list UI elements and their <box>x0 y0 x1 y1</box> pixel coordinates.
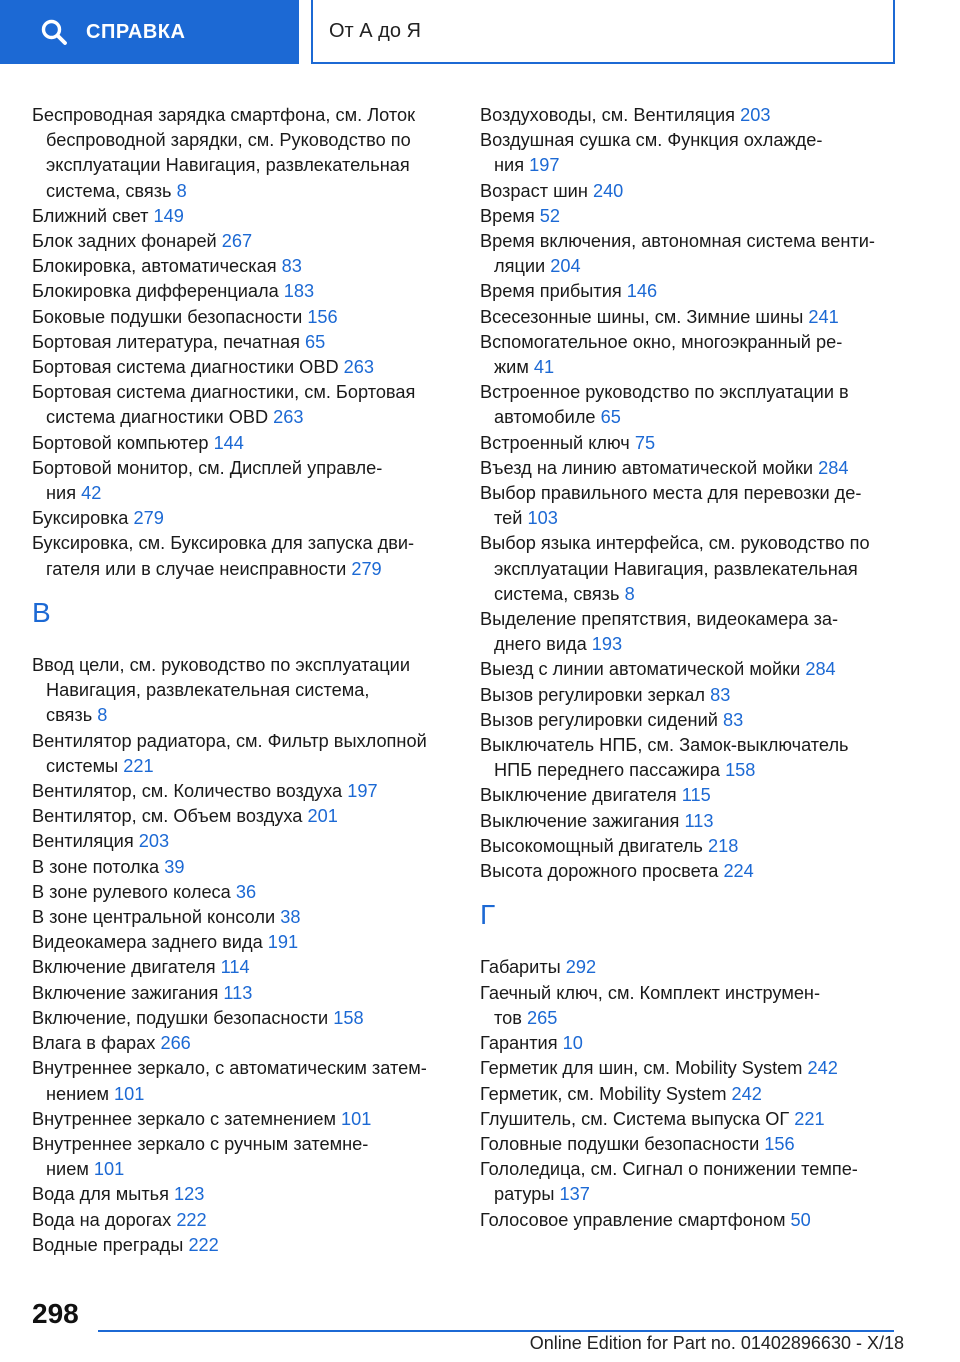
index-entry-text: Беспроводная зарядка смартфона, см. Лоток <box>32 105 416 125</box>
index-entry <box>32 1132 452 1182</box>
page-link[interactable]: 197 <box>529 155 560 176</box>
index-entry <box>480 809 910 834</box>
index-entry-text: Вода для мытья <box>32 1184 169 1205</box>
page-link[interactable]: 158 <box>333 1007 364 1028</box>
page-link[interactable]: 203 <box>740 105 771 125</box>
index-entry-text: Высокомощный двигатель <box>480 835 703 856</box>
index-entry <box>32 829 452 854</box>
index-entry-text: днего вида <box>494 634 587 655</box>
index-entry <box>32 254 452 279</box>
index-entry <box>32 380 452 430</box>
index-entry <box>32 1233 452 1258</box>
page-link[interactable]: 284 <box>818 457 849 478</box>
index-entry <box>480 481 910 531</box>
page-link[interactable]: 149 <box>153 205 184 226</box>
index-entry-text: Вода на дорогах <box>32 1209 172 1230</box>
search-icon <box>40 18 68 46</box>
index-entry <box>480 783 910 808</box>
index-entry-text: Время включения, автономная система венти- <box>480 231 875 252</box>
page-link[interactable]: 240 <box>592 180 624 201</box>
page-link[interactable]: 123 <box>174 1184 205 1205</box>
page-link[interactable]: 83 <box>722 709 744 730</box>
index-entry-text: Высота дорожного просвета <box>480 861 719 882</box>
index-entry <box>32 355 452 380</box>
index-entry <box>32 905 452 930</box>
page-link[interactable]: 38 <box>280 907 301 928</box>
page-link[interactable]: 241 <box>808 306 839 327</box>
index-entry-text: В зоне потолка <box>32 856 160 877</box>
index-entry <box>480 708 910 733</box>
index-entry <box>480 683 910 708</box>
index-entry-text: Вызов регулировки сидений <box>480 709 718 730</box>
index-column-left <box>32 103 452 1258</box>
page-link[interactable]: 156 <box>307 306 338 327</box>
index-entry <box>32 431 452 456</box>
index-entry-text: Возраст шин <box>480 180 588 201</box>
page-link[interactable]: 36 <box>235 881 257 902</box>
page-link[interactable]: 101 <box>93 1159 125 1180</box>
index-entry-text: Всесезонные шины, см. Зимние шины <box>480 306 804 327</box>
page-link[interactable]: 115 <box>681 785 711 806</box>
index-entry-text: эксплуатации Навигация, развлекательная <box>46 155 410 176</box>
page-link[interactable]: 279 <box>351 558 382 579</box>
index-entry <box>480 380 910 430</box>
index-entry-text: Габариты <box>480 957 561 978</box>
index-entry-text: тей <box>494 508 523 529</box>
index-entry <box>32 729 452 779</box>
index-entry <box>480 456 910 481</box>
index-entry <box>480 103 910 128</box>
index-entry-text: Глушитель, см. Система выпуска ОГ <box>480 1108 790 1129</box>
section-letter: В <box>32 596 51 628</box>
page-link[interactable]: 65 <box>305 331 326 352</box>
page-link[interactable]: 203 <box>138 831 170 852</box>
index-entry-text: Видеокамера заднего вида <box>32 932 263 953</box>
index-entry-text: Воздуховоды, см. Вентиляция <box>480 105 736 125</box>
page-link[interactable]: 101 <box>114 1083 145 1104</box>
index-entry-text: Вентиляция <box>32 831 134 852</box>
index-entry-text: В зоне рулевого колеса <box>32 881 231 902</box>
index-entry-text: Въезд на линию автоматической мойки <box>480 457 814 478</box>
index-entry <box>480 229 910 279</box>
index-entry-text: Буксировка, см. Буксировка для запуска дви- <box>32 533 415 554</box>
page-link[interactable]: 263 <box>273 407 304 428</box>
index-entry-text: Включение зажигания <box>32 982 219 1003</box>
index-entry <box>480 1157 910 1207</box>
index-entry-text: Вентилятор радиатора, см. Фильтр выхлопной <box>32 730 427 751</box>
index-entry-text: Выключение зажигания <box>480 810 680 831</box>
page-link[interactable]: 113 <box>223 982 253 1003</box>
page-link[interactable]: 8 <box>176 180 187 201</box>
page-link[interactable]: 221 <box>794 1108 825 1129</box>
page-link[interactable]: 204 <box>550 256 581 277</box>
index-entry-text: Выключение двигателя <box>480 785 677 806</box>
index-entry-text: Герметик для шин, см. Mobility System <box>480 1058 803 1079</box>
index-entry-text: Бортовой компьютер <box>32 432 209 453</box>
index-entry <box>32 1182 452 1207</box>
page-link[interactable]: 113 <box>684 810 714 831</box>
index-entry-text: Бортовая литература, печатная <box>32 331 300 352</box>
index-entry <box>480 305 910 330</box>
index-entry-text: Вызов регулировки зеркал <box>480 684 706 705</box>
page-link[interactable]: 242 <box>731 1083 762 1104</box>
index-entry <box>32 305 452 330</box>
index-entry-text: Выезд с линии автоматической мойки <box>480 659 801 680</box>
index-entry-text: ния <box>46 483 77 504</box>
index-entry <box>480 179 910 204</box>
index-entry-text: Время прибытия <box>480 281 622 302</box>
page-link[interactable]: 8 <box>97 705 108 726</box>
page-link[interactable]: 201 <box>307 806 338 827</box>
index-entry <box>480 657 910 682</box>
index-entry-text: Включение двигателя <box>32 957 216 978</box>
page-link[interactable]: 42 <box>81 483 102 504</box>
index-entry-text: гателя или в случае неисправности <box>46 558 347 579</box>
index-entry-text: тов <box>494 1007 522 1028</box>
page-link[interactable]: 279 <box>133 508 164 529</box>
index-entry-text: Встроенное руководство по эксплуатации в <box>480 382 849 403</box>
index-entry <box>480 955 910 980</box>
index-entry <box>32 880 452 905</box>
search-tab[interactable] <box>0 0 299 64</box>
page-link[interactable]: 146 <box>626 281 658 302</box>
index-entry <box>480 1132 910 1157</box>
index-entry-text: Влага в фарах <box>32 1033 156 1054</box>
index-entry-text: система диагностики OBD <box>46 407 269 428</box>
index-entry <box>480 981 910 1031</box>
index-entry <box>480 1208 910 1233</box>
index-entry <box>480 531 910 607</box>
index-entry <box>32 653 452 729</box>
index-entry <box>32 1006 452 1031</box>
index-entry <box>32 531 452 581</box>
index-entry-text: Выбор правильного места для перевозки де- <box>480 483 862 504</box>
index-entry-text: связь <box>46 705 93 726</box>
index-entry-text: ния <box>494 155 525 176</box>
page-title <box>311 0 895 64</box>
page-link[interactable]: 224 <box>723 861 754 882</box>
index-entry-text: Внутреннее зеркало с затемнением <box>32 1108 336 1129</box>
index-column-right <box>480 103 910 1233</box>
page-link[interactable]: 158 <box>725 760 756 781</box>
index-entry <box>32 804 452 829</box>
page-link[interactable]: 65 <box>600 407 621 428</box>
page-link[interactable]: 144 <box>213 432 244 453</box>
page-link[interactable]: 265 <box>526 1007 558 1028</box>
index-entry-text: Боковые подушки безопасности <box>32 306 303 327</box>
index-entry-text: Внутреннее зеркало, с автоматическим затем- <box>32 1058 427 1079</box>
index-entry <box>480 204 910 229</box>
page-link[interactable]: 193 <box>591 634 623 655</box>
index-entry <box>480 1082 910 1107</box>
index-entry-text: жим <box>494 357 529 378</box>
page-link[interactable]: 218 <box>707 835 739 856</box>
page-link[interactable]: 191 <box>267 932 299 953</box>
index-entry-text: Бортовая система диагностики, см. Бортовая <box>32 382 416 403</box>
page-link[interactable]: 39 <box>164 856 185 877</box>
index-entry <box>32 779 452 804</box>
index-entry <box>32 1208 452 1233</box>
index-entry-text: Внутреннее зеркало с ручным затемне- <box>32 1133 369 1154</box>
index-entry-text: Гаечный ключ, см. Комплект инструмен- <box>480 982 821 1003</box>
index-entry <box>480 1056 910 1081</box>
page-link[interactable]: 284 <box>805 659 836 680</box>
index-entry-text: Водные преграды <box>32 1234 184 1255</box>
page-link[interactable]: 266 <box>160 1033 191 1054</box>
page-link[interactable]: 137 <box>559 1184 590 1205</box>
page-link[interactable]: 83 <box>710 684 731 705</box>
index-entry <box>480 279 910 304</box>
index-entry-text: автомобиле <box>494 407 596 428</box>
index-entry-text: Вентилятор, см. Объем воздуха <box>32 806 303 827</box>
index-entry-text: Гарантия <box>480 1033 558 1054</box>
index-entry <box>480 1107 910 1132</box>
index-entry <box>480 330 910 380</box>
index-entry-text: ляции <box>494 256 546 277</box>
index-entry-text: Ввод цели, см. руководство по эксплуатации <box>32 655 410 676</box>
edition-footer: Online Edition for Part no. 01402896630 - X/18 <box>529 1333 904 1353</box>
index-entry-text: Голосовое управление смартфоном <box>480 1209 786 1230</box>
page-link[interactable]: 267 <box>221 231 253 252</box>
index-entry-text: Бортовой монитор, см. Дисплей управле- <box>32 457 383 478</box>
page-link[interactable]: 41 <box>533 357 555 378</box>
index-entry <box>32 1031 452 1056</box>
index-entry-text: системы <box>46 755 119 776</box>
index-entry <box>480 1031 910 1056</box>
index-entry-text: система, связь <box>494 583 620 604</box>
page-link[interactable]: 221 <box>123 755 154 776</box>
index-entry <box>32 1056 452 1106</box>
page-link[interactable]: 222 <box>188 1234 219 1255</box>
index-entry-text: Вентилятор, см. Количество воздуха <box>32 781 343 802</box>
search-label: СПРАВКА <box>86 20 186 43</box>
index-entry <box>32 1107 452 1132</box>
page-link[interactable]: 156 <box>764 1133 795 1154</box>
index-entry <box>480 128 910 178</box>
index-entry <box>480 834 910 859</box>
index-entry <box>32 855 452 880</box>
index-entry-text: Вспомогательное окно, многоэкранный ре- <box>480 331 843 352</box>
index-entry <box>480 431 910 456</box>
index-entry <box>32 204 452 229</box>
index-entry <box>32 103 452 204</box>
index-entry <box>480 859 910 884</box>
page-link[interactable]: 101 <box>341 1108 372 1129</box>
index-entry-text: Буксировка <box>32 508 129 529</box>
page-link[interactable]: 183 <box>283 281 315 302</box>
page-link[interactable]: 50 <box>790 1209 811 1230</box>
page-link[interactable]: 52 <box>539 205 561 226</box>
index-entry-text: Ближний свет <box>32 205 149 226</box>
index-entry-text: нением <box>46 1083 109 1104</box>
index-entry-text: Выделение препятствия, видеокамера за- <box>480 609 839 630</box>
index-entry <box>480 607 910 657</box>
index-entry <box>32 456 452 506</box>
index-entry <box>32 981 452 1006</box>
page-link[interactable]: 75 <box>634 432 656 453</box>
page-link[interactable]: 83 <box>281 256 302 277</box>
index-entry-text: В зоне центральной консоли <box>32 907 276 928</box>
page-link[interactable]: 103 <box>527 508 558 529</box>
section-letter: Г <box>480 899 496 931</box>
index-entry-text: Навигация, развлекательная система, <box>46 680 370 701</box>
page-link[interactable]: 263 <box>343 357 375 378</box>
index-entry-text: Время <box>480 205 535 226</box>
page-link[interactable]: 114 <box>220 957 250 978</box>
index-entry-text: ратуры <box>494 1184 555 1205</box>
page-link[interactable]: 222 <box>176 1209 207 1230</box>
index-entry <box>32 330 452 355</box>
index-entry-text: Воздушная сушка см. Функция охлажде- <box>480 130 823 151</box>
index-entry-text: НПБ переднего пассажира <box>494 760 720 781</box>
index-entry <box>32 930 452 955</box>
index-entry-text: Головные подушки безопасности <box>480 1133 760 1154</box>
page-link[interactable]: 197 <box>347 781 378 802</box>
index-entry-text: Блок задних фонарей <box>32 231 217 252</box>
index-entry <box>32 955 452 980</box>
page-link[interactable]: 292 <box>565 957 597 978</box>
index-entry <box>32 506 452 531</box>
index-entry <box>32 229 452 254</box>
page-link[interactable]: 242 <box>807 1058 838 1079</box>
index-entry-text: Включение, подушки безопасности <box>32 1007 329 1028</box>
index-entry-text: эксплуатации Навигация, развлекательная <box>494 558 858 579</box>
index-entry-text: Бортовая система диагностики OBD <box>32 357 339 378</box>
index-entry-text: Блокировка, автоматическая <box>32 256 277 277</box>
index-entry-text: беспроводной зарядки, см. Руководство по <box>46 130 411 151</box>
index-entry-text: система, связь <box>46 180 172 201</box>
page-number: 298 <box>32 1298 79 1329</box>
index-entry-text: Встроенный ключ <box>480 432 630 453</box>
index-entry <box>480 733 910 783</box>
index-entry <box>32 279 452 304</box>
index-entry-text: Герметик, см. Mobility System <box>480 1083 727 1104</box>
page-title-text: От А до Я <box>329 19 421 42</box>
index-entry-text: Блокировка дифференциала <box>32 281 279 302</box>
index-entry-text: Выбор языка интерфейса, см. руководство по <box>480 533 870 554</box>
page-link[interactable]: 8 <box>624 583 635 604</box>
index-entry-text: Гололедица, см. Сигнал о понижении темпе- <box>480 1159 858 1180</box>
page-link[interactable]: 10 <box>562 1033 583 1054</box>
index-entry-text: нием <box>46 1159 89 1180</box>
footer-divider <box>98 1330 894 1332</box>
index-entry-text: Выключатель НПБ, см. Замок-выключатель <box>480 735 849 756</box>
